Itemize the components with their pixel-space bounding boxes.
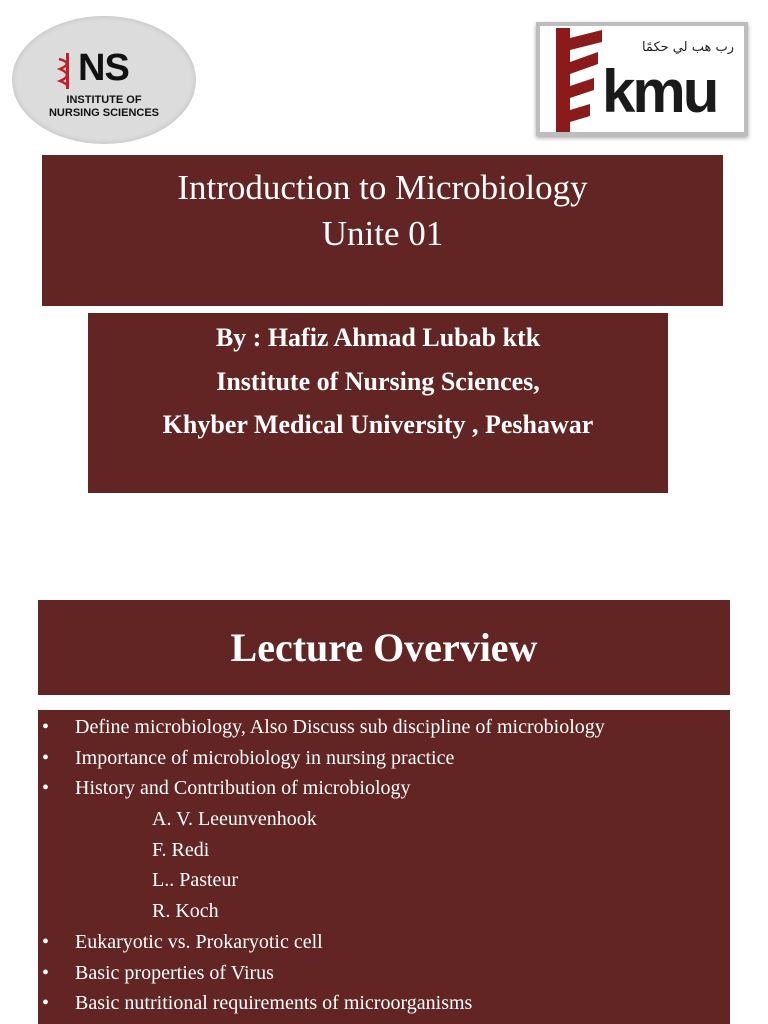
kmu-emblem-icon xyxy=(550,28,608,132)
list-subitem-text: L.. Pasteur xyxy=(152,869,239,892)
author-institute: Institute of Nursing Sciences, xyxy=(216,366,540,396)
list-item xyxy=(38,927,730,958)
overview-list xyxy=(38,710,730,1024)
overview-heading: Lecture Overview xyxy=(230,625,538,670)
author-university: Khyber Medical University , Peshawar xyxy=(162,410,594,439)
bullet-icon: • xyxy=(42,716,50,738)
list-subitem-text: F. Redi xyxy=(152,838,210,861)
bullet-icon: • xyxy=(42,930,50,953)
ins-logo-subtitle xyxy=(32,94,176,120)
list-item-text: History and Contribution of microbiology xyxy=(75,777,411,800)
list-subitem xyxy=(38,804,730,835)
author-panel xyxy=(88,313,668,493)
bullet-icon: • xyxy=(42,961,50,984)
list-item xyxy=(38,743,730,774)
title-line2: Unite 01 xyxy=(321,214,444,253)
list-item-text: Eukaryotic vs. Prokaryotic cell xyxy=(75,930,323,953)
title-panel xyxy=(42,155,723,306)
list-item xyxy=(38,712,730,743)
list-item xyxy=(38,958,730,989)
bullet-icon: • xyxy=(42,992,50,1015)
ins-logo-line1: INSTITUTE OF xyxy=(66,94,142,106)
list-subitem xyxy=(38,896,730,927)
bullet-icon: • xyxy=(42,746,50,769)
kmu-logo-text: kmu xyxy=(602,58,717,125)
list-item xyxy=(38,773,730,804)
list-item-text: Basic properties of Virus xyxy=(75,961,274,984)
list-subitem-text: R. Koch xyxy=(152,900,219,923)
list-subitem xyxy=(38,835,730,866)
kmu-motto: رب هب لي حكمًا xyxy=(641,40,734,55)
ins-logo-mark: NS xyxy=(78,47,129,89)
list-subitem-text: A. V. Leeunvenhook xyxy=(152,808,317,831)
list-item-text: Define microbiology, Also Discuss sub discipline of microbiology xyxy=(75,716,605,738)
list-item-text: Basic nutritional requirements of microorganisms xyxy=(75,992,473,1015)
list-subitem xyxy=(38,865,730,896)
list-item xyxy=(38,988,730,1019)
overview-panel xyxy=(38,600,730,695)
ins-logo xyxy=(12,16,196,144)
list-item-text: Importance of microbiology in nursing practice xyxy=(75,746,455,769)
bullet-icon: • xyxy=(42,777,50,800)
author-name: By : Hafiz Ahmad Lubab ktk xyxy=(215,323,541,352)
ins-logo-line2: NURSING SCIENCES xyxy=(48,107,160,119)
title-line1: Introduction to Microbiology xyxy=(177,168,588,207)
kmu-logo xyxy=(536,22,748,136)
caduceus-icon xyxy=(56,53,78,89)
